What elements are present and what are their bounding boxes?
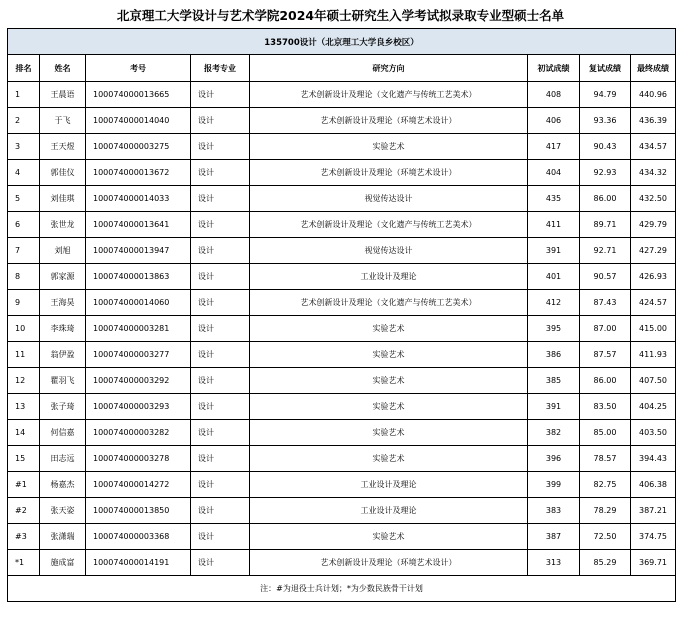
cell-retest-score: 87.57	[580, 342, 631, 368]
cell-major: 设计	[191, 238, 250, 264]
table-row	[8, 342, 676, 368]
cell-major: 设计	[191, 342, 250, 368]
cell-final-score: 387.21	[631, 498, 676, 524]
cell-exam-id: 100074000014191	[86, 550, 191, 576]
cell-final-score: 394.43	[631, 446, 676, 472]
cell-direction: 艺术创新设计及理论（文化遗产与传统工艺美术）	[250, 82, 528, 108]
cell-final-score: 374.75	[631, 524, 676, 550]
cell-rank: #3	[8, 524, 40, 550]
cell-final-score: 427.29	[631, 238, 676, 264]
cell-major: 设计	[191, 160, 250, 186]
cell-rank: 12	[8, 368, 40, 394]
cell-name: 于飞	[40, 108, 86, 134]
cell-retest-score: 83.50	[580, 394, 631, 420]
table-row	[8, 160, 676, 186]
table-note: 注：#为退役士兵计划；*为少数民族骨干计划	[8, 576, 676, 602]
table-banner: 135700设计（北京理工大学良乡校区）	[8, 29, 676, 55]
cell-exam-id: 100074000003278	[86, 446, 191, 472]
cell-name: 王海昊	[40, 290, 86, 316]
cell-rank: 9	[8, 290, 40, 316]
cell-rank: 7	[8, 238, 40, 264]
cell-final-score: 426.93	[631, 264, 676, 290]
cell-name: 何信嘉	[40, 420, 86, 446]
cell-retest-score: 78.29	[580, 498, 631, 524]
table-row	[8, 498, 676, 524]
cell-initial-score: 406	[528, 108, 580, 134]
cell-direction: 艺术创新设计及理论（环境艺术设计）	[250, 550, 528, 576]
cell-final-score: 407.50	[631, 368, 676, 394]
cell-rank: #2	[8, 498, 40, 524]
cell-rank: 3	[8, 134, 40, 160]
cell-name: 张潇瑞	[40, 524, 86, 550]
admission-table	[7, 28, 676, 602]
table-note-row	[8, 576, 676, 602]
table-row	[8, 108, 676, 134]
cell-direction: 艺术创新设计及理论（环境艺术设计）	[250, 108, 528, 134]
cell-name: 刘旭	[40, 238, 86, 264]
cell-final-score: 440.96	[631, 82, 676, 108]
table-row	[8, 82, 676, 108]
cell-direction: 工业设计及理论	[250, 472, 528, 498]
table-header-row	[8, 55, 676, 82]
cell-initial-score: 411	[528, 212, 580, 238]
cell-major: 设计	[191, 368, 250, 394]
cell-major: 设计	[191, 394, 250, 420]
cell-initial-score: 395	[528, 316, 580, 342]
cell-rank: *1	[8, 550, 40, 576]
cell-name: 瞿羽飞	[40, 368, 86, 394]
cell-final-score: 415.00	[631, 316, 676, 342]
cell-rank: 2	[8, 108, 40, 134]
cell-name: 王晨语	[40, 82, 86, 108]
cell-retest-score: 78.57	[580, 446, 631, 472]
cell-final-score: 406.38	[631, 472, 676, 498]
cell-major: 设计	[191, 134, 250, 160]
cell-initial-score: 399	[528, 472, 580, 498]
cell-initial-score: 435	[528, 186, 580, 212]
cell-initial-score: 386	[528, 342, 580, 368]
cell-name: 郭佳仪	[40, 160, 86, 186]
table-row	[8, 316, 676, 342]
cell-exam-id: 100074000014272	[86, 472, 191, 498]
cell-final-score: 404.25	[631, 394, 676, 420]
cell-rank: 14	[8, 420, 40, 446]
cell-exam-id: 100074000003293	[86, 394, 191, 420]
cell-rank: 13	[8, 394, 40, 420]
cell-final-score: 432.50	[631, 186, 676, 212]
cell-rank: 1	[8, 82, 40, 108]
cell-initial-score: 396	[528, 446, 580, 472]
cell-retest-score: 82.75	[580, 472, 631, 498]
table-row	[8, 134, 676, 160]
cell-direction: 实验艺术	[250, 368, 528, 394]
table-row	[8, 212, 676, 238]
cell-exam-id: 100074000014033	[86, 186, 191, 212]
cell-initial-score: 391	[528, 238, 580, 264]
cell-exam-id: 100074000003292	[86, 368, 191, 394]
cell-retest-score: 72.50	[580, 524, 631, 550]
header-final-score: 最终成绩	[631, 55, 676, 82]
cell-name: 田志远	[40, 446, 86, 472]
cell-direction: 艺术创新设计及理论（环境艺术设计）	[250, 160, 528, 186]
cell-initial-score: 387	[528, 524, 580, 550]
table-row	[8, 290, 676, 316]
cell-major: 设计	[191, 212, 250, 238]
cell-final-score: 424.57	[631, 290, 676, 316]
cell-direction: 视觉传达设计	[250, 186, 528, 212]
cell-retest-score: 89.71	[580, 212, 631, 238]
cell-direction: 艺术创新设计及理论（文化遗产与传统工艺美术）	[250, 212, 528, 238]
cell-retest-score: 93.36	[580, 108, 631, 134]
cell-major: 设计	[191, 82, 250, 108]
table-row	[8, 264, 676, 290]
cell-major: 设计	[191, 290, 250, 316]
cell-major: 设计	[191, 316, 250, 342]
cell-initial-score: 313	[528, 550, 580, 576]
cell-rank: 11	[8, 342, 40, 368]
cell-exam-id: 100074000003275	[86, 134, 191, 160]
cell-direction: 实验艺术	[250, 446, 528, 472]
cell-name: 张子琦	[40, 394, 86, 420]
cell-direction: 视觉传达设计	[250, 238, 528, 264]
cell-direction: 实验艺术	[250, 420, 528, 446]
cell-major: 设计	[191, 186, 250, 212]
cell-initial-score: 391	[528, 394, 580, 420]
cell-retest-score: 92.71	[580, 238, 631, 264]
table-row	[8, 368, 676, 394]
cell-exam-id: 100074000003281	[86, 316, 191, 342]
cell-initial-score: 417	[528, 134, 580, 160]
cell-retest-score: 92.93	[580, 160, 631, 186]
cell-exam-id: 100074000003277	[86, 342, 191, 368]
cell-rank: 8	[8, 264, 40, 290]
table-row	[8, 524, 676, 550]
cell-retest-score: 94.79	[580, 82, 631, 108]
header-exam-id: 考号	[86, 55, 191, 82]
cell-exam-id: 100074000014060	[86, 290, 191, 316]
cell-initial-score: 383	[528, 498, 580, 524]
cell-retest-score: 90.43	[580, 134, 631, 160]
cell-name: 张天姿	[40, 498, 86, 524]
cell-major: 设计	[191, 550, 250, 576]
cell-rank: 5	[8, 186, 40, 212]
cell-major: 设计	[191, 264, 250, 290]
table-row	[8, 420, 676, 446]
cell-direction: 艺术创新设计及理论（文化遗产与传统工艺美术）	[250, 290, 528, 316]
cell-name: 郭家源	[40, 264, 86, 290]
cell-exam-id: 100074000003368	[86, 524, 191, 550]
cell-retest-score: 90.57	[580, 264, 631, 290]
cell-initial-score: 412	[528, 290, 580, 316]
cell-direction: 实验艺术	[250, 342, 528, 368]
cell-name: 翁伊盈	[40, 342, 86, 368]
cell-rank: 10	[8, 316, 40, 342]
cell-major: 设计	[191, 420, 250, 446]
cell-final-score: 369.71	[631, 550, 676, 576]
cell-retest-score: 86.00	[580, 186, 631, 212]
cell-name: 杨嘉杰	[40, 472, 86, 498]
table-banner-row	[8, 29, 676, 55]
cell-direction: 工业设计及理论	[250, 498, 528, 524]
cell-final-score: 403.50	[631, 420, 676, 446]
cell-final-score: 411.93	[631, 342, 676, 368]
cell-rank: #1	[8, 472, 40, 498]
cell-major: 设计	[191, 446, 250, 472]
cell-retest-score: 85.29	[580, 550, 631, 576]
cell-retest-score: 86.00	[580, 368, 631, 394]
header-retest-score: 复试成绩	[580, 55, 631, 82]
cell-exam-id: 100074000014040	[86, 108, 191, 134]
header-rank: 排名	[8, 55, 40, 82]
cell-initial-score: 401	[528, 264, 580, 290]
cell-major: 设计	[191, 108, 250, 134]
cell-name: 刘佳琪	[40, 186, 86, 212]
cell-rank: 15	[8, 446, 40, 472]
cell-exam-id: 100074000013665	[86, 82, 191, 108]
cell-direction: 实验艺术	[250, 524, 528, 550]
cell-initial-score: 385	[528, 368, 580, 394]
cell-major: 设计	[191, 498, 250, 524]
cell-exam-id: 100074000013863	[86, 264, 191, 290]
cell-direction: 实验艺术	[250, 394, 528, 420]
cell-final-score: 434.32	[631, 160, 676, 186]
table-row	[8, 394, 676, 420]
cell-exam-id: 100074000013641	[86, 212, 191, 238]
cell-final-score: 434.57	[631, 134, 676, 160]
cell-name: 王天煜	[40, 134, 86, 160]
table-row	[8, 238, 676, 264]
cell-rank: 6	[8, 212, 40, 238]
table-row	[8, 186, 676, 212]
cell-direction: 实验艺术	[250, 316, 528, 342]
table-row	[8, 446, 676, 472]
cell-final-score: 436.39	[631, 108, 676, 134]
cell-exam-id: 100074000003282	[86, 420, 191, 446]
page-title: 北京理工大学设计与艺术学院2024年硕士研究生入学考试拟录取专业型硕士名单	[116, 8, 565, 23]
header-direction: 研究方向	[250, 55, 528, 82]
cell-initial-score: 408	[528, 82, 580, 108]
header-major: 报考专业	[191, 55, 250, 82]
cell-name: 张世龙	[40, 212, 86, 238]
cell-name: 施成富	[40, 550, 86, 576]
header-initial-score: 初试成绩	[528, 55, 580, 82]
cell-direction: 工业设计及理论	[250, 264, 528, 290]
cell-retest-score: 85.00	[580, 420, 631, 446]
cell-direction: 实验艺术	[250, 134, 528, 160]
cell-initial-score: 382	[528, 420, 580, 446]
cell-major: 设计	[191, 472, 250, 498]
cell-initial-score: 404	[528, 160, 580, 186]
cell-retest-score: 87.43	[580, 290, 631, 316]
cell-name: 李珠琦	[40, 316, 86, 342]
cell-exam-id: 100074000013850	[86, 498, 191, 524]
header-name: 姓名	[40, 55, 86, 82]
cell-major: 设计	[191, 524, 250, 550]
cell-exam-id: 100074000013672	[86, 160, 191, 186]
table-row	[8, 550, 676, 576]
cell-rank: 4	[8, 160, 40, 186]
cell-exam-id: 100074000013947	[86, 238, 191, 264]
table-row	[8, 472, 676, 498]
cell-final-score: 429.79	[631, 212, 676, 238]
cell-retest-score: 87.00	[580, 316, 631, 342]
